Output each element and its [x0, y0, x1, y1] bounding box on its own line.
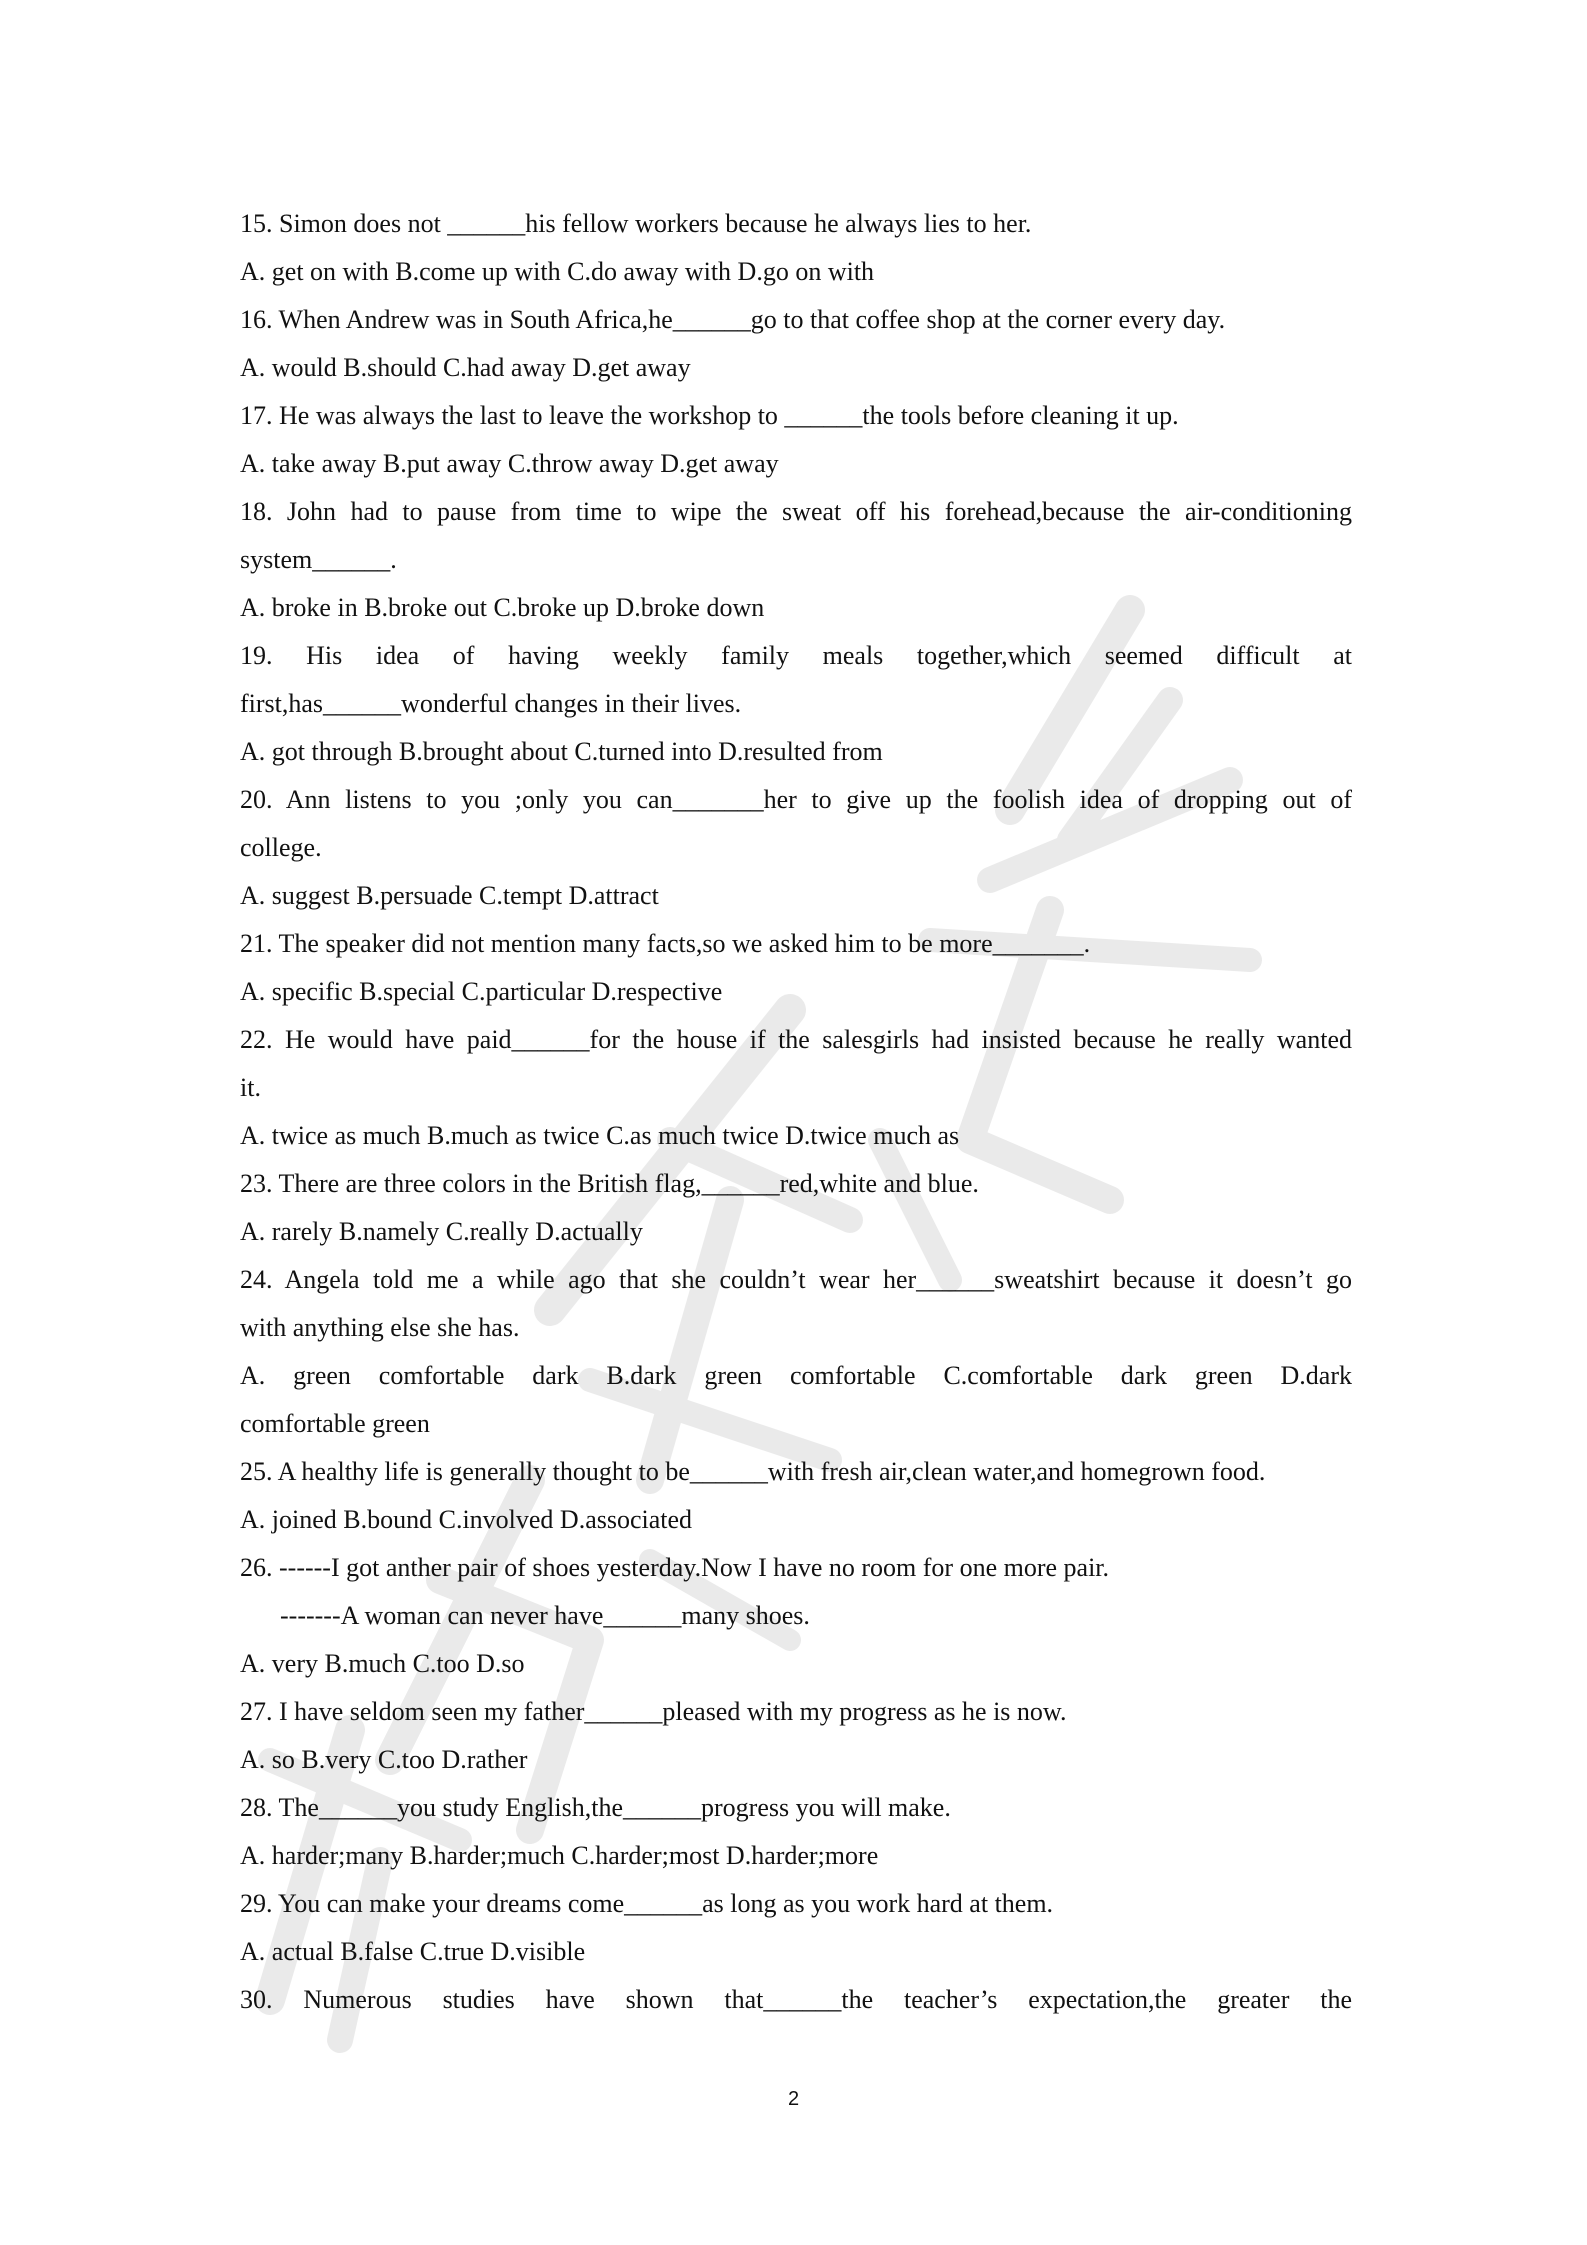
text-line: 27. I have seldom seen my father______pleased with my progress as he is now. [240, 1697, 1067, 1726]
text-line: A. very B.much C.too D.so [240, 1649, 525, 1678]
text-line: 21. The speaker did not mention many facts,so we asked him to be more_______. [240, 929, 1091, 958]
text-line: A. got through B.brought about C.turned into D.resulted from [240, 737, 883, 766]
text-line: 30. Numerous studies have shown that______the teacher’s expectation,the greater the [240, 1985, 1352, 2014]
text-line: first,has______wonderful changes in their lives. [240, 689, 742, 718]
text-line: 17. He was always the last to leave the workshop to ______the tools before cleaning it up. [240, 401, 1179, 430]
text-line: A. twice as much B.much as twice C.as much twice D.twice much as [240, 1121, 960, 1150]
text-line: it. [240, 1073, 261, 1102]
text-line: A. green comfortable dark B.dark green comfortable C.comfortable dark green D.dark [240, 1361, 1352, 1390]
text-line: 23. There are three colors in the British flag,______red,white and blue. [240, 1169, 979, 1198]
text-line: 19. His idea of having weekly family meals together,which seemed difficult at [240, 641, 1352, 670]
text-line: 20. Ann listens to you ;only you can_______her to give up the foolish idea of dropping out of [240, 785, 1352, 814]
text-line: college. [240, 833, 322, 862]
text-line: system______. [240, 545, 397, 574]
text-line: A. joined B.bound C.involved D.associated [240, 1505, 693, 1534]
text-line: A. rarely B.namely C.really D.actually [240, 1217, 643, 1246]
text-line: 18. John had to pause from time to wipe the sweat off his forehead,because the air-conditioning [240, 497, 1352, 526]
text-line: 15. Simon does not ______his fellow workers because he always lies to her. [240, 209, 1032, 238]
text-line: -------A woman can never have______many shoes. [280, 1601, 810, 1630]
text-line: 25. A healthy life is generally thought to be______with fresh air,clean water,and homegrown food. [240, 1457, 1266, 1486]
text-line: 28. The______you study English,the______progress you will make. [240, 1793, 951, 1822]
text-line: 29. You can make your dreams come______as long as you work hard at them. [240, 1889, 1054, 1918]
text-line: A. take away B.put away C.throw away D.get away [240, 449, 779, 478]
text-line: A. actual B.false C.true D.visible [240, 1937, 586, 1966]
text-line: 22. He would have paid______for the house if the salesgirls had insisted because he really wanted [240, 1025, 1352, 1054]
text-line: A. so B.very C.too D.rather [240, 1745, 528, 1774]
text-line: A. specific B.special C.particular D.respective [240, 977, 723, 1006]
text-line: comfortable green [240, 1409, 430, 1438]
text-line: A. harder;many B.harder;much C.harder;most D.harder;more [240, 1841, 879, 1870]
text-line: 16. When Andrew was in South Africa,he______go to that coffee shop at the corner every day. [240, 305, 1226, 334]
text-line: 26. ------I got anther pair of shoes yesterday.Now I have no room for one more pair. [240, 1553, 1110, 1582]
text-line: A. broke in B.broke out C.broke up D.broke down [240, 593, 765, 622]
text-line: A. get on with B.come up with C.do away with D.go on with [240, 257, 875, 286]
question-text [240, 200, 1352, 2024]
text-line: 24. Angela told me a while ago that she couldn’t wear her______sweatshirt because it doesn’t go [240, 1265, 1352, 1294]
page-number: 2 [787, 2088, 800, 2110]
text-line: with anything else she has. [240, 1313, 520, 1342]
text-line: A. suggest B.persuade C.tempt D.attract [240, 881, 659, 910]
text-line: A. would B.should C.had away D.get away [240, 353, 691, 382]
